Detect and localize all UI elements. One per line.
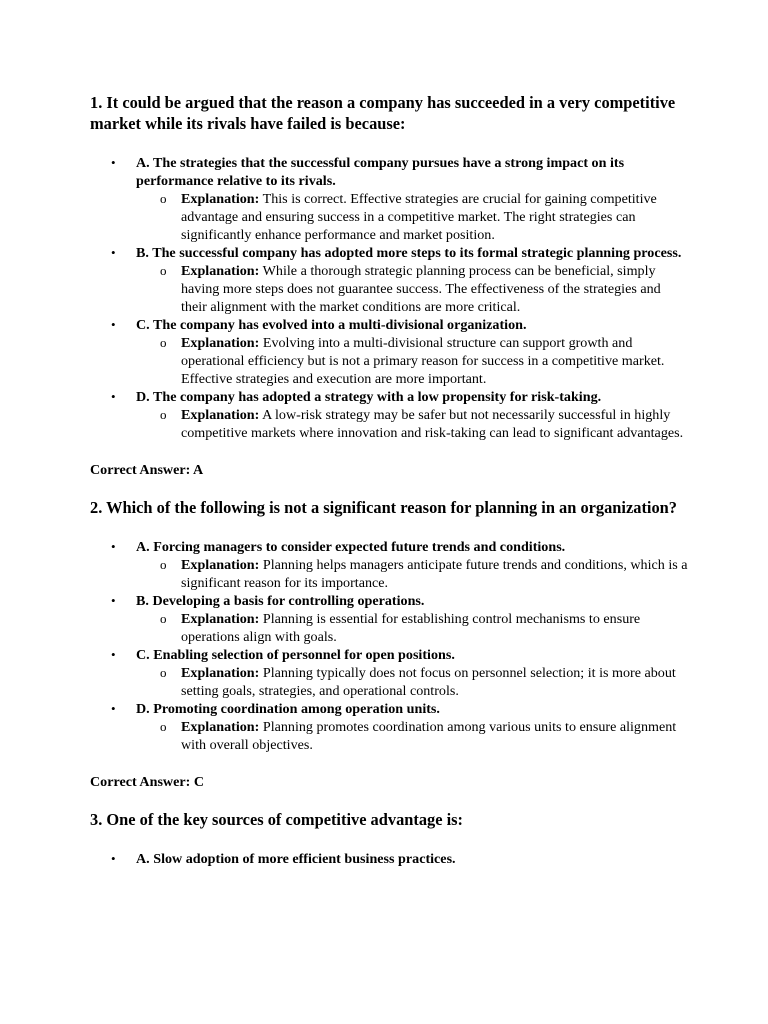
explanation-label: Explanation: [181,407,260,423]
option-a [90,538,690,592]
explanation [136,262,690,316]
document-content [90,92,690,868]
explanation-text: Planning helps managers anticipate future trends and conditions, which is a significant reason for its importance. [181,557,688,591]
question-title: 3. One of the key sources of competitive advantage is: [90,810,463,829]
bullet-icon: • [111,155,116,170]
option-a [90,850,690,868]
explanation-label: Explanation: [181,611,260,627]
explanation-label: Explanation: [181,719,260,735]
explanation [136,610,690,646]
explanation-list [136,610,690,646]
explanation-text: This is correct. Effective strategies are crucial for gaining competitive advantage and ensuring success in a competitive market. The right strategies can significantly enhance performance and market position. [181,191,657,243]
explanation-list [136,664,690,700]
option-c [90,316,690,388]
explanation-list [136,718,690,754]
explanation [136,664,690,700]
explanation [136,406,690,442]
question-2 [90,497,690,791]
circle-bullet-icon: o [160,263,167,278]
explanation-text: Planning promotes coordination among various units to ensure alignment with overall objectives. [181,719,677,753]
explanation [136,556,690,592]
circle-bullet-icon: o [160,665,167,680]
question-3 [90,809,690,868]
option-text: A. Forcing managers to consider expected future trends and conditions. [136,539,566,555]
option-b [90,244,690,316]
explanation-label: Explanation: [181,665,260,681]
explanation-text: Planning typically does not focus on personnel selection; it is more about setting goals, strategies, and operational controls. [181,665,676,699]
circle-bullet-icon: o [160,557,167,572]
bullet-icon: • [111,389,116,404]
circle-bullet-icon: o [160,719,167,734]
question-title: 2. Which of the following is not a significant reason for planning in an organization? [90,498,677,517]
bullet-icon: • [111,317,116,332]
option-text: C. Enabling selection of personnel for open positions. [136,647,455,663]
option-text: A. The strategies that the successful company pursues have a strong impact on its performance relative to its rivals. [136,155,625,189]
option-list [90,154,690,442]
bullet-icon: • [111,539,116,554]
explanation-label: Explanation: [181,557,260,573]
option-list [90,538,690,754]
option-c [90,646,690,700]
explanation [136,718,690,754]
explanation-list [136,262,690,316]
option-list [90,850,690,868]
bullet-icon: • [111,701,116,716]
option-d [90,388,690,442]
explanation [136,334,690,388]
explanation-label: Explanation: [181,335,260,351]
explanation-text: While a thorough strategic planning process can be beneficial, simply having more steps does not guarantee success. The effectiveness of the strategies and their alignment with the market conditions are more critical. [181,263,661,315]
explanation-text: Planning is essential for establishing control mechanisms to ensure operations align with goals. [181,611,641,645]
bullet-icon: • [111,593,116,608]
option-text: A. Slow adoption of more efficient business practices. [136,851,456,867]
correct-answer: Correct Answer: C [90,774,205,790]
circle-bullet-icon: o [160,335,167,350]
explanation-list [136,334,690,388]
explanation-list [136,556,690,592]
explanation-label: Explanation: [181,263,260,279]
explanation-label: Explanation: [181,191,260,207]
option-b [90,592,690,646]
explanation-text: Evolving into a multi-divisional structure can support growth and operational efficiency but is not a primary reason for success in a competitive market. Effective strategies and execution are more important. [181,335,665,387]
bullet-icon: • [111,647,116,662]
explanation-text: A low-risk strategy may be safer but not necessarily successful in highly competitive markets where innovation and risk-taking can lead to significant advantages. [181,407,684,441]
option-text: D. Promoting coordination among operation units. [136,701,440,717]
circle-bullet-icon: o [160,407,167,422]
correct-answer: Correct Answer: A [90,462,204,478]
option-text: D. The company has adopted a strategy with a low propensity for risk-taking. [136,389,602,405]
option-d [90,700,690,754]
bullet-icon: • [111,245,116,260]
question-title: 1. It could be argued that the reason a company has succeeded in a very competitive market while its rivals have failed is because: [90,93,676,133]
question-1 [90,92,690,479]
explanation-list [136,190,690,244]
explanation [136,190,690,244]
explanation-list [136,406,690,442]
circle-bullet-icon: o [160,191,167,206]
option-text: B. Developing a basis for controlling operations. [136,593,425,609]
circle-bullet-icon: o [160,611,167,626]
option-a [90,154,690,244]
option-text: B. The successful company has adopted more steps to its formal strategic planning process. [136,245,682,261]
bullet-icon: • [111,851,116,866]
option-text: C. The company has evolved into a multi-divisional organization. [136,317,527,333]
